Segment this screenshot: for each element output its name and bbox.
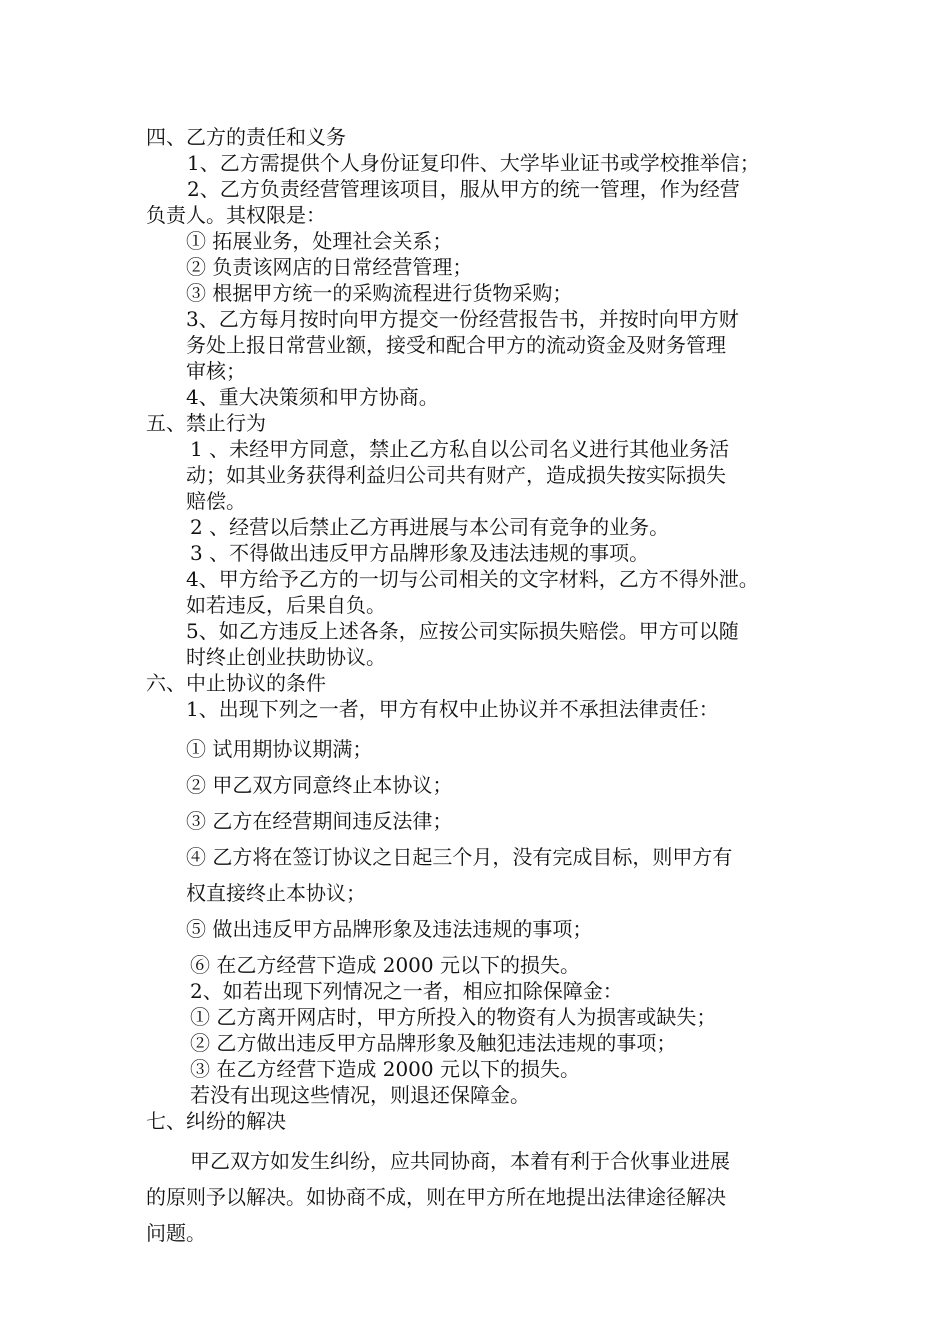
clause-4-4: 4、重大决策须和甲方协商。 xyxy=(186,385,439,409)
section-heading-7: 七、纠纷的解决 xyxy=(146,1109,286,1133)
section-heading-4: 四、乙方的责任和义务 xyxy=(146,125,346,149)
item-4-2-1: ① 拓展业务，处理社会关系； xyxy=(186,229,453,253)
clause-5-4-cont: 如若违反，后果自负。 xyxy=(186,593,386,617)
clause-5-1-cont2: 赔偿。 xyxy=(186,489,246,513)
item-6-1-5: ⑤ 做出违反甲方品牌形象及违法违规的事项； xyxy=(186,917,593,941)
item-6-1-4-cont: 权直接终止本协议； xyxy=(186,881,366,905)
paragraph-7: 甲乙双方如发生纠纷，应共同协商，本着有利于合伙事业进展 xyxy=(190,1149,730,1173)
clause-6-2-note: 若没有出现这些情况，则退还保障金。 xyxy=(190,1083,530,1107)
item-4-2-3: ③ 根据甲方统一的采购流程进行货物采购； xyxy=(186,281,573,305)
clause-5-4: 4、甲方给予乙方的一切与公司相关的文字材料，乙方不得外泄。 xyxy=(186,567,759,591)
item-6-2-3: ③ 在乙方经营下造成 2000 元以下的损失。 xyxy=(190,1057,580,1081)
item-6-2-1: ① 乙方离开网店时，甲方所投入的物资有人为损害或缺失； xyxy=(190,1005,717,1029)
clause-6-1: 1、出现下列之一者，甲方有权中止协议并不承担法律责任： xyxy=(186,697,719,721)
paragraph-7-cont: 的原则予以解决。如协商不成，则在甲方所在地提出法律途径解决 xyxy=(146,1185,726,1209)
item-6-2-2: ② 乙方做出违反甲方品牌形象及触犯违法违规的事项； xyxy=(190,1031,677,1055)
item-6-1-2: ② 甲乙双方同意终止本协议； xyxy=(186,773,453,797)
clause-4-2-cont: 负责人。其权限是： xyxy=(146,203,326,227)
clause-4-1: 1、乙方需提供个人身份证复印件、大学毕业证书或学校推举信； xyxy=(187,151,760,175)
item-6-1-1: ① 试用期协议期满； xyxy=(186,737,373,761)
clause-5-5-cont: 时终止创业扶助协议。 xyxy=(186,645,386,669)
clause-4-2: 2、乙方负责经营管理该项目，服从甲方的统一管理，作为经营 xyxy=(187,177,740,201)
clause-4-3-cont: 务处上报日常营业额，接受和配合甲方的流动资金及财务管理 xyxy=(186,333,726,357)
clause-5-2: 2 、经营以后禁止乙方再进展与本公司有竞争的业务。 xyxy=(190,515,670,539)
section-heading-5: 五、禁止行为 xyxy=(146,411,266,435)
clause-4-3: 3、乙方每月按时向甲方提交一份经营报告书，并按时向甲方财 xyxy=(186,307,739,331)
clause-5-1-cont: 动；如其业务获得利益归公司共有财产，造成损失按实际损失 xyxy=(186,463,726,487)
item-4-2-2: ② 负责该网店的日常经营管理； xyxy=(186,255,473,279)
clause-6-2: 2、如若出现下列情况之一者，相应扣除保障金： xyxy=(190,979,623,1003)
clause-4-3-cont2: 审核； xyxy=(186,359,246,383)
clause-5-3: 3 、不得做出违反甲方品牌形象及违法违规的事项。 xyxy=(190,541,650,565)
clause-5-1: 1 、未经甲方同意，禁止乙方私自以公司名义进行其他业务活 xyxy=(190,437,730,461)
item-6-1-4: ④ 乙方将在签订协议之日起三个月，没有完成目标，则甲方有 xyxy=(186,845,733,869)
section-heading-6: 六、中止协议的条件 xyxy=(146,671,326,695)
paragraph-7-cont2: 问题。 xyxy=(146,1221,206,1245)
clause-5-5: 5、如乙方违反上述各条，应按公司实际损失赔偿。甲方可以随 xyxy=(186,619,739,643)
item-6-1-6: ⑥ 在乙方经营下造成 2000 元以下的损失。 xyxy=(190,953,580,977)
item-6-1-3: ③ 乙方在经营期间违反法律； xyxy=(186,809,453,833)
